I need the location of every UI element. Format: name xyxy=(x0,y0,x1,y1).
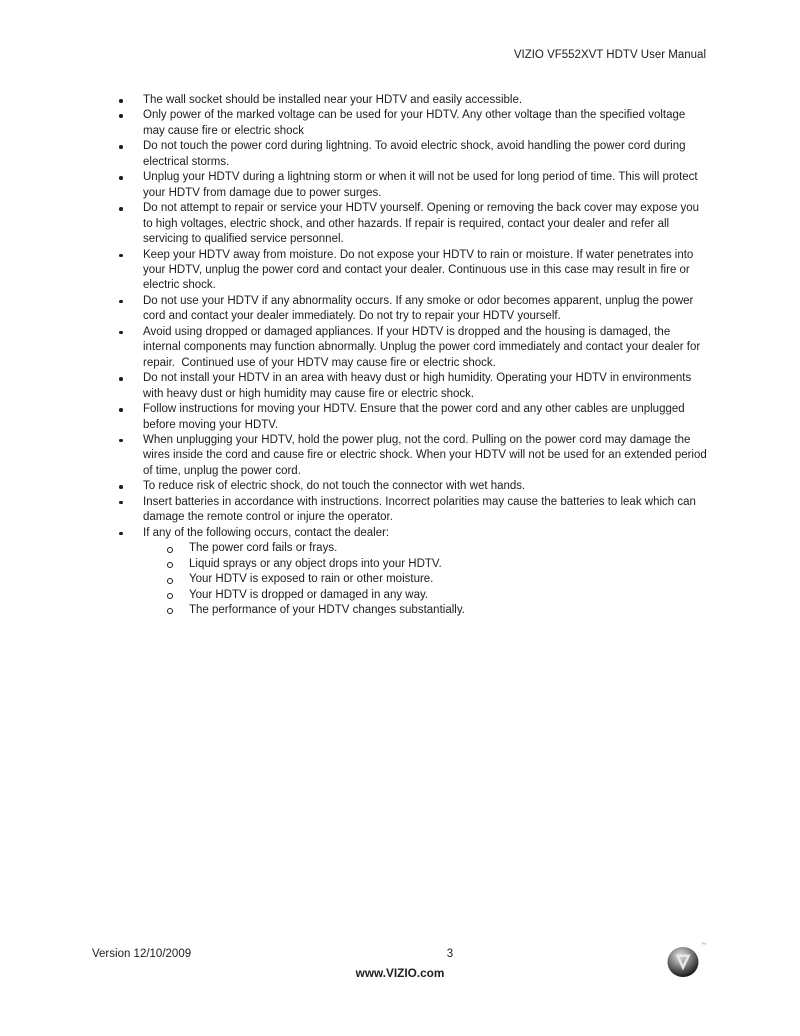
sub-list-item-text: Your HDTV is dropped or damaged in any way. xyxy=(189,588,429,601)
circle-bullet-icon xyxy=(167,578,173,584)
list-item-text: Follow instructions for moving your HDTV. Ensure that the power cord and any other cables are unplugged before moving your HDTV. xyxy=(143,403,688,431)
bullet-icon xyxy=(119,300,123,304)
bullet-icon xyxy=(119,501,123,505)
sub-list-item-text: The performance of your HDTV changes substantially. xyxy=(189,603,465,616)
sub-list-item-text: The power cord fails or frays. xyxy=(189,542,338,555)
list-item-text: Avoid using dropped or damaged appliances. If your HDTV is dropped and the housing is damaged, the internal components may function abnormally. Unplug the power cord immediately and contact your dealer for repair. Continued use of your HDTV may cause fire or electric shock. xyxy=(143,325,704,369)
sub-list-item xyxy=(167,557,707,572)
trademark-symbol: ™ xyxy=(701,942,707,948)
sub-list-item xyxy=(167,572,707,587)
list-item-text: To reduce risk of electric shock, do not touch the connector with wet hands. xyxy=(143,480,526,493)
bullet-icon xyxy=(119,331,123,335)
safety-instructions-list xyxy=(118,93,710,618)
circle-bullet-icon xyxy=(167,562,173,568)
version-label: Version 12/10/2009 xyxy=(92,948,192,960)
list-item-text: Do not use your HDTV if any abnormality occurs. If any smoke or odor becomes apparent, unplug the power cord and contact your dealer immediately. Do not try to repair your HDTV yourself. xyxy=(143,294,697,323)
list-item-text: If any of the following occurs, contact the dealer: xyxy=(143,526,390,539)
circle-bullet-icon xyxy=(167,593,173,599)
bullet-icon xyxy=(119,99,123,103)
sub-list-item xyxy=(167,588,707,603)
bullet-icon xyxy=(119,176,123,180)
sub-list-item-text: Your HDTV is exposed to rain or other moisture. xyxy=(189,573,434,586)
list-item-text: Unplug your HDTV during a lightning storm or when it will not be used for long period of time. This will protect your HDTV from damage due to power surges. xyxy=(143,171,701,199)
website-link[interactable]: www.VIZIO.com xyxy=(355,966,445,980)
list-item-text: Only power of the marked voltage can be used for your HDTV. Any other voltage than the specified voltage may cause fire or electric shock xyxy=(143,109,689,137)
list-item xyxy=(118,93,707,108)
list-item xyxy=(118,294,707,325)
list-item xyxy=(118,139,707,170)
sub-list-item-text: Liquid sprays or any object drops into your HDTV. xyxy=(189,557,442,570)
list-item xyxy=(118,108,707,139)
list-item xyxy=(118,371,707,402)
vizio-logo xyxy=(664,942,712,984)
list-item xyxy=(118,248,707,294)
list-item xyxy=(118,433,710,479)
list-item-text: Do not install your HDTV in an area with heavy dust or high humidity. Operating your HDTV in environments with heavy dust or high humidity may cause fire or electric shock. xyxy=(143,372,695,400)
list-item xyxy=(118,201,707,247)
list-item xyxy=(118,526,707,541)
list-item-text: Keep your HDTV away from moisture. Do not expose your HDTV to rain or moisture. If water penetrates into your HDTV, unplug the power cord and contact your dealer. Continuous use in this case may result in fire or electric shock. xyxy=(143,248,697,292)
bullet-icon xyxy=(119,377,123,381)
bullet-icon xyxy=(119,145,123,149)
list-item xyxy=(118,402,707,433)
list-item xyxy=(118,170,707,201)
circle-bullet-icon xyxy=(167,608,173,614)
circle-bullet-icon xyxy=(167,547,173,553)
list-item-text: The wall socket should be installed near your HDTV and easily accessible. xyxy=(143,94,523,106)
list-item xyxy=(118,479,707,494)
bullet-icon xyxy=(119,439,123,443)
list-item-text: Do not touch the power cord during lightning. To avoid electric shock, avoid handling the power cord during electrical storms. xyxy=(143,140,689,168)
list-item-text: Do not attempt to repair or service your HDTV yourself. Opening or removing the back cover may expose you to high voltages, electric shock, and other hazards. If repair is required, contact your dealer and refer all servicing to qualified service personnel. xyxy=(143,202,703,246)
vizio-ball-icon xyxy=(664,942,702,980)
sub-list-item xyxy=(167,603,707,618)
list-item xyxy=(118,495,707,526)
list-item-text: When unplugging your HDTV, hold the power plug, not the cord. Pulling on the power cord may damage the wires inside the cord and cause fire or electric shock. When your HDTV will not be used for an extended period of time, unplug the power cord. xyxy=(143,433,710,477)
list-item xyxy=(118,325,707,371)
list-item-text: Insert batteries in accordance with instructions. Incorrect polarities may cause the batteries to leak which can damage the remote control or injure the operator. xyxy=(143,495,700,524)
bullet-icon xyxy=(119,254,123,258)
bullet-icon xyxy=(119,408,123,412)
sub-list-item xyxy=(167,541,707,556)
bullet-icon xyxy=(119,207,123,211)
page-number: 3 xyxy=(446,948,454,960)
bullet-icon xyxy=(119,114,123,118)
page-header-title: VIZIO VF552XVT HDTV User Manual xyxy=(513,49,706,61)
bullet-icon xyxy=(119,485,123,489)
bullet-icon xyxy=(119,532,123,536)
